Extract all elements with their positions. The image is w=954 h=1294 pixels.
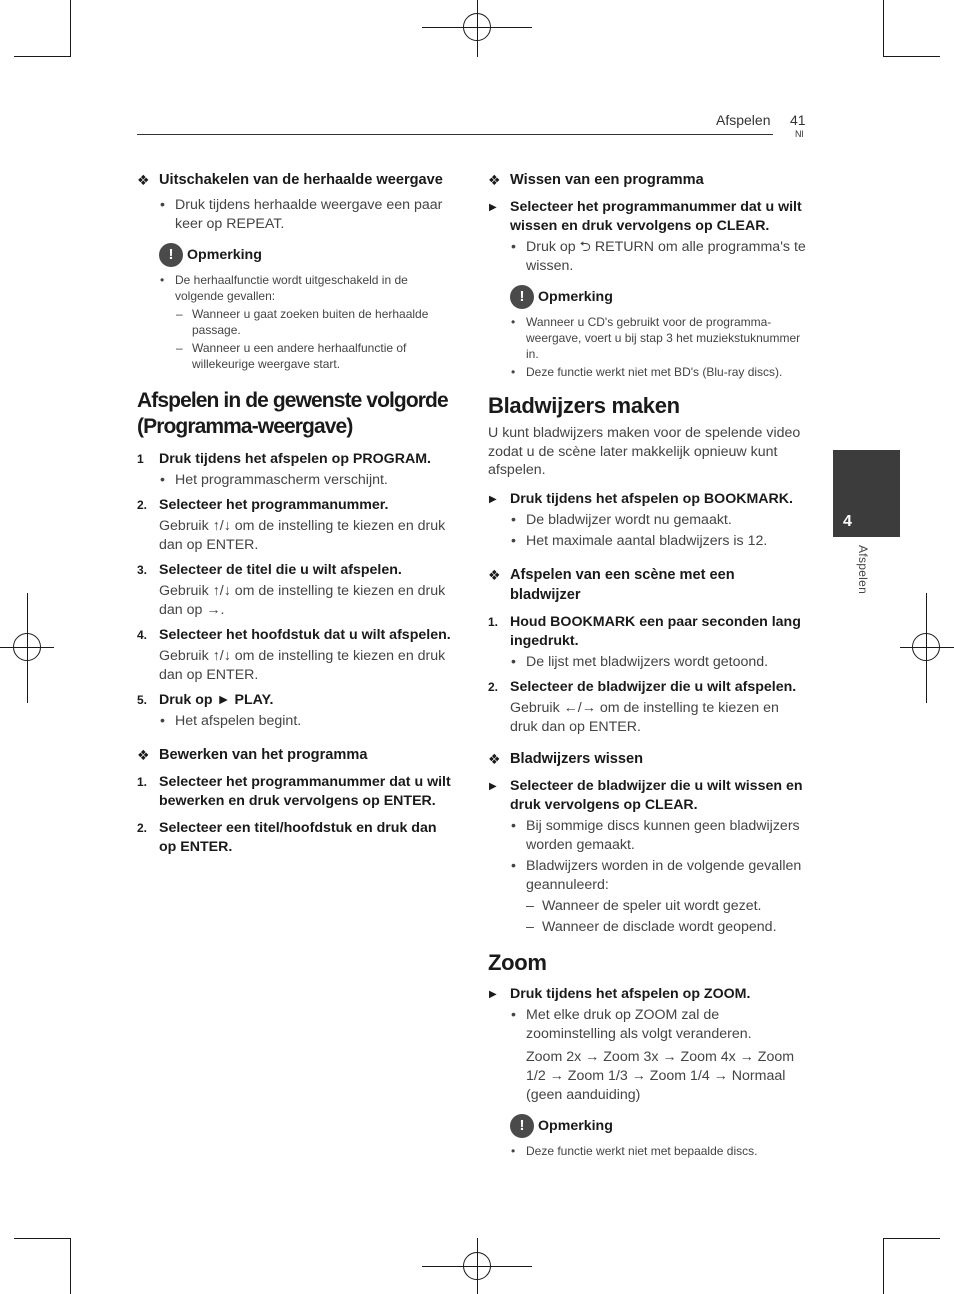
list-item: • Met elke druk op ZOOM zal de zoominstelling als volgt veranderen. <box>511 1006 752 1042</box>
diamond-icon: ❖ <box>137 747 150 763</box>
step: 2. Selecteer de bladwijzer die u wilt afspelen. <box>488 678 797 695</box>
chapter-side-label: Afspelen <box>856 545 870 595</box>
step: 2. Selecteer het programmanummer. <box>137 497 389 513</box>
note-subitem: – Wanneer u gaat zoeken buiten de herhaalde passage. <box>176 307 429 337</box>
exclamation-icon: ! <box>510 285 534 309</box>
subheading-clear-program: ❖ Wissen van een programma <box>488 172 704 188</box>
section-heading-zoom: Zoom <box>488 949 547 975</box>
page-number: 41 <box>790 112 806 128</box>
step: 1. Selecteer het programmanummer dat u wilt bewerken en druk vervolgens op ENTER. <box>137 774 451 809</box>
section-heading-bookmarks: Bladwijzers maken <box>488 393 680 418</box>
step: 4. Selecteer het hoofdstuk dat u wilt afspelen. <box>137 627 451 643</box>
exclamation-icon: ! <box>510 1114 534 1138</box>
step: 1 Druk tijdens het afspelen op PROGRAM. <box>137 451 431 467</box>
left-column <box>137 170 457 859</box>
list-item: • Bij sommige discs kunnen geen bladwijzers worden gemaakt. <box>511 817 800 853</box>
step-text: Gebruik ←/→ om de instelling te kiezen en druk dan op ENTER. <box>510 699 779 735</box>
subheading-delete-bookmarks: ❖ Bladwijzers wissen <box>488 750 644 767</box>
note-heading: ! Opmerking <box>510 1113 808 1139</box>
section-heading-program: Afspelen in de gewenste volgorde (Programma-weergave) <box>137 389 448 438</box>
note-subitem: – Wanneer u een andere herhaalfunctie of willekeurige weergave start. <box>176 341 407 371</box>
step: 3. Selecteer de titel die u wilt afspelen. <box>137 562 402 578</box>
step: 5. Druk op ► PLAY. <box>137 692 274 708</box>
list-item: • De bladwijzer wordt nu gemaakt. <box>511 511 732 528</box>
note-item: • Deze functie werkt niet met BD's (Blu-ray discs). <box>511 365 783 379</box>
diamond-icon: ❖ <box>137 172 150 188</box>
chapter-number: 4 <box>843 513 852 530</box>
list-item: • Druk tijdens herhaalde weergave een paar keer op REPEAT. <box>160 197 443 232</box>
note-heading: ! Opmerking <box>159 242 457 268</box>
triangle-right-icon: ▶ <box>489 202 497 213</box>
list-item: • Bladwijzers worden in de volgende gevallen geannuleerd: <box>511 857 802 893</box>
triangle-right-icon: ▶ <box>489 493 497 505</box>
step: ▶ Selecteer de bladwijzer die u wilt wissen en druk vervolgens op CLEAR. <box>489 777 803 813</box>
list-item: • Druk op ⮌ RETURN om alle programma's te wissen. <box>511 239 806 274</box>
triangle-right-icon: ▶ <box>489 988 497 1000</box>
step-text: Gebruik ↑/↓ om de instelling te kiezen en druk dan op ENTER. <box>159 648 446 683</box>
list-item: • Het maximale aantal bladwijzers is 12. <box>511 532 768 549</box>
note-heading: ! Opmerking <box>510 284 808 310</box>
step: 1. Houd BOOKMARK een paar seconden lang ingedrukt. <box>488 613 801 649</box>
intro-paragraph: U kunt bladwijzers maken voor de spelende video zodat u de scène later makkelijk opnieuw kunt afspelen. <box>488 425 801 478</box>
subheading-play-bookmark: ❖ Afspelen van een scène met een bladwijzer <box>488 566 735 603</box>
step: ▶ Druk tijdens het afspelen op ZOOM. <box>489 985 751 1002</box>
step: ▶ Selecteer het programmanummer dat u wilt wissen en druk vervolgens op CLEAR. <box>489 199 802 234</box>
note-item: • De herhaalfunctie wordt uitgeschakeld in de volgende gevallen: <box>160 273 408 303</box>
list-subitem: – Wanneer de disclade wordt geopend. <box>526 918 777 935</box>
step: ▶ Druk tijdens het afspelen op BOOKMARK. <box>489 490 793 507</box>
triangle-right-icon: ▶ <box>489 780 497 792</box>
diamond-icon: ❖ <box>488 566 501 583</box>
subheading-repeat-off: ❖ Uitschakelen van de herhaalde weergave <box>137 172 443 188</box>
note-item: • Deze functie werkt niet met bepaalde discs. <box>511 1143 758 1158</box>
list-subitem: – Wanneer de speler uit wordt gezet. <box>526 897 762 914</box>
subheading-edit-program: ❖ Bewerken van het programma <box>137 747 368 763</box>
step-text: Gebruik ↑/↓ om de instelling te kiezen en druk dan op ENTER. <box>159 518 446 553</box>
right-column <box>488 170 808 1161</box>
language-code: Nl <box>795 129 804 139</box>
step-text: Gebruik ↑/↓ om de instelling te kiezen en druk dan op →. <box>159 583 446 618</box>
step: 2. Selecteer een titel/hoofdstuk en druk dan op ENTER. <box>137 820 437 855</box>
list-item: • Het afspelen begint. <box>160 713 302 729</box>
exclamation-icon: ! <box>159 243 183 267</box>
running-header-section: Afspelen <box>716 112 771 128</box>
diamond-icon: ❖ <box>488 172 501 188</box>
note-item: • Wanneer u CD's gebruikt voor de programma-weergave, voert u bij stap 3 het muziekstuknummer in. <box>511 315 801 361</box>
list-item: • Het programmascherm verschijnt. <box>160 472 388 488</box>
zoom-sequence: Zoom 2x → Zoom 3x → Zoom 4x → Zoom 1/2 → Zoom 1/3 → Zoom 1/4 → Normaal (geen aanduiding) <box>526 1048 795 1103</box>
diamond-icon: ❖ <box>488 750 501 767</box>
list-item: • De lijst met bladwijzers wordt getoond. <box>511 653 769 670</box>
header-rule <box>137 134 773 135</box>
chapter-tab <box>833 450 900 537</box>
